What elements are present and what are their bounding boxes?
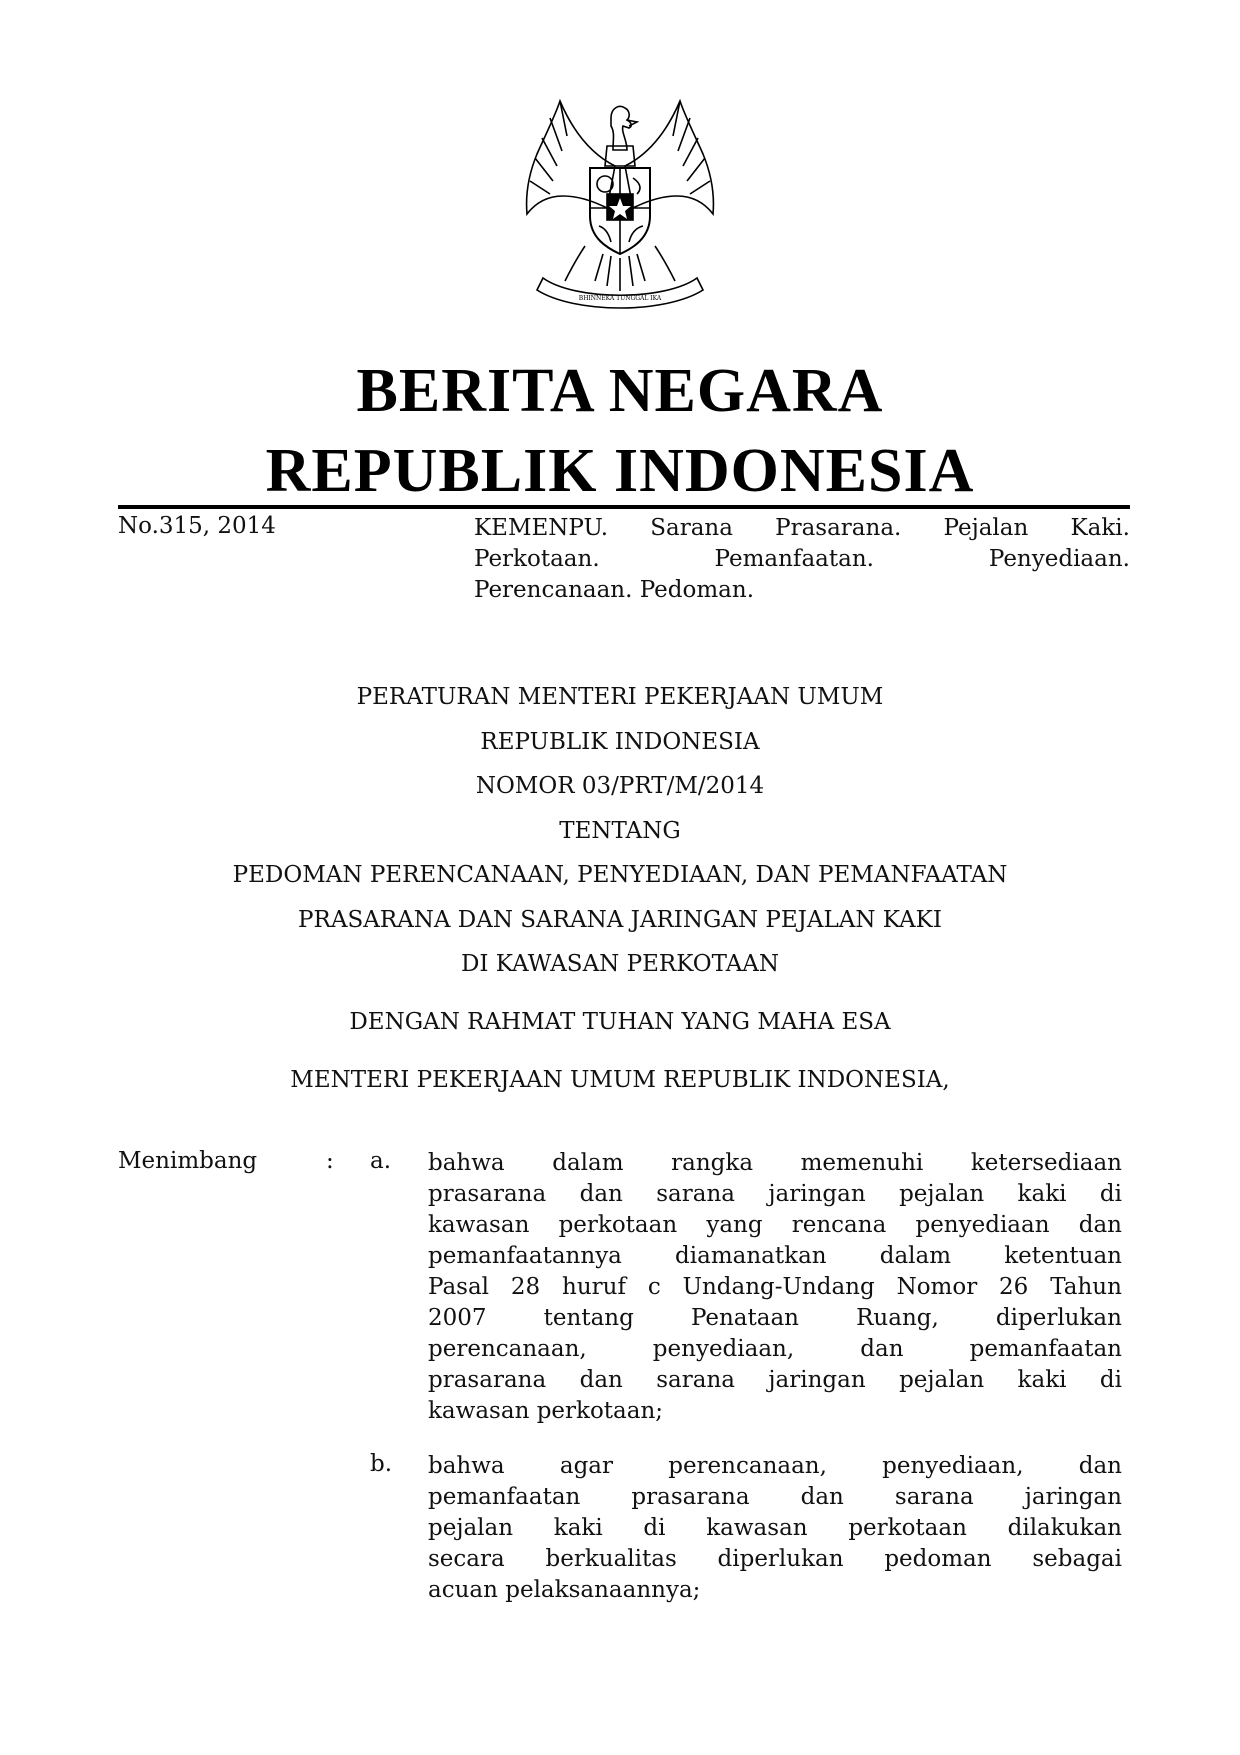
gazette-number: No.315, 2014 <box>118 513 276 539</box>
word: yang <box>706 1212 763 1238</box>
word: ketentuan <box>1004 1243 1122 1269</box>
text-line <box>474 575 1130 606</box>
considering-colon: : <box>326 1148 334 1174</box>
word: perkotaan <box>558 1212 678 1238</box>
word: sarana <box>656 1367 735 1393</box>
word: di <box>1099 1181 1122 1207</box>
word: penyediaan, <box>652 1336 795 1362</box>
svg-text:BHINNEKA TUNGGAL IKA: BHINNEKA TUNGGAL IKA <box>578 295 662 302</box>
word: agar <box>559 1453 614 1479</box>
word: Perkotaan. <box>474 546 600 572</box>
word: diperlukan <box>717 1546 844 1572</box>
considering-item-letter: a. <box>370 1148 392 1174</box>
text-line <box>428 1396 1122 1427</box>
word: Penataan <box>690 1305 799 1331</box>
word: bahwa <box>428 1453 505 1479</box>
word: penyediaan <box>915 1212 1050 1238</box>
word: kawasan <box>428 1212 530 1238</box>
text-line <box>428 1148 1122 1179</box>
title-underline <box>118 505 1130 509</box>
word: Tahun <box>1050 1274 1122 1300</box>
preamble-blessing: DENGAN RAHMAT TUHAN YANG MAHA ESA <box>349 1009 891 1035</box>
word: Ruang, <box>856 1305 939 1331</box>
regulation-subject-line: PRASARANA DAN SARANA JARINGAN PEJALAN KAKI <box>298 907 942 933</box>
text-line <box>474 513 1130 544</box>
word: 26 <box>999 1274 1029 1300</box>
word: bahwa <box>428 1150 505 1176</box>
word: diamanatkan <box>675 1243 827 1269</box>
word: jaringan <box>768 1181 866 1207</box>
garuda-pancasila-emblem-icon <box>515 96 725 311</box>
word: di <box>643 1515 666 1541</box>
text-line <box>428 1482 1122 1513</box>
word: dilakukan <box>1007 1515 1122 1541</box>
regulation-subject-line: DI KAWASAN PERKOTAAN <box>460 951 780 977</box>
considering-item-letter: b. <box>370 1451 393 1477</box>
word: pejalan <box>899 1181 985 1207</box>
word: Perencanaan. Pedoman. <box>474 577 755 603</box>
word: pemanfaatan <box>969 1336 1122 1362</box>
word: prasarana <box>428 1367 547 1393</box>
text-line <box>428 1210 1122 1241</box>
text-line <box>474 544 1130 575</box>
word: Pejalan <box>943 515 1029 541</box>
text-line <box>428 1365 1122 1396</box>
word: dan <box>1078 1212 1122 1238</box>
word: perencanaan, <box>668 1453 827 1479</box>
document-title-line2: REPUBLIK INDONESIA <box>265 437 975 505</box>
regulation-number: NOMOR 03/PRT/M/2014 <box>475 773 765 799</box>
text-line <box>428 1179 1122 1210</box>
word: rencana <box>791 1212 887 1238</box>
word: sarana <box>656 1181 735 1207</box>
word: pemanfaatan <box>428 1484 581 1510</box>
word: jaringan <box>768 1367 866 1393</box>
word: prasarana <box>631 1484 750 1510</box>
considering-label: Menimbang <box>118 1148 258 1174</box>
word: Kaki. <box>1070 515 1130 541</box>
text-line <box>428 1544 1122 1575</box>
text-line <box>428 1334 1122 1365</box>
issuing-authority: MENTERI PEKERJAAN UMUM REPUBLIK INDONESIA, <box>290 1067 950 1093</box>
word: diperlukan <box>995 1305 1122 1331</box>
word: sarana <box>894 1484 974 1510</box>
word: kaki <box>1017 1367 1067 1393</box>
text-line <box>428 1303 1122 1334</box>
word: pedoman <box>884 1546 992 1572</box>
text-line <box>428 1575 1122 1606</box>
word: rangka <box>671 1150 754 1176</box>
word: KEMENPU. <box>474 515 609 541</box>
word: memenuhi <box>800 1150 924 1176</box>
document-title-line1: BERITA NEGARA <box>356 357 884 425</box>
word: 2007 <box>428 1305 487 1331</box>
regulation-title-line: REPUBLIK INDONESIA <box>480 729 760 755</box>
word: dan <box>579 1367 623 1393</box>
word: berkualitas <box>545 1546 677 1572</box>
regulation-subject-line: PEDOMAN PERENCANAAN, PENYEDIAAN, DAN PEMANFAATAN <box>232 862 1008 888</box>
word: 28 <box>510 1274 541 1300</box>
word: dalam <box>879 1243 952 1269</box>
text-line <box>428 1513 1122 1544</box>
word: prasarana <box>428 1181 547 1207</box>
word: Sarana <box>650 515 733 541</box>
word: Pasal <box>428 1274 490 1300</box>
regulation-about: TENTANG <box>559 818 681 844</box>
word: Undang-Undang <box>682 1274 875 1300</box>
gazette-keywords <box>474 513 1130 606</box>
word: kaki <box>553 1515 603 1541</box>
word: tentang <box>543 1305 634 1331</box>
word: perencanaan, <box>428 1336 587 1362</box>
word: jaringan <box>1024 1484 1122 1510</box>
word: kawasan perkotaan; <box>428 1398 664 1424</box>
word: sebagai <box>1032 1546 1122 1572</box>
word: dan <box>579 1181 623 1207</box>
word: Prasarana. <box>775 515 902 541</box>
word: Penyediaan. <box>988 546 1130 572</box>
word: Pemanfaatan. <box>714 546 874 572</box>
word: penyediaan, <box>882 1453 1024 1479</box>
word: dan <box>1078 1453 1122 1479</box>
considering-item-text <box>428 1451 1122 1606</box>
word: secara <box>428 1546 505 1572</box>
word: dan <box>800 1484 844 1510</box>
word: huruf <box>562 1274 626 1300</box>
word: dalam <box>552 1150 624 1176</box>
word: acuan pelaksanaannya; <box>428 1577 701 1603</box>
regulation-title-line: PERATURAN MENTERI PEKERJAAN UMUM <box>356 684 884 710</box>
word: pemanfaatannya <box>428 1243 622 1269</box>
text-line <box>428 1272 1122 1303</box>
word: pejalan <box>899 1367 985 1393</box>
text-line <box>428 1451 1122 1482</box>
word: di <box>1099 1367 1122 1393</box>
word: c <box>647 1274 661 1300</box>
word: dan <box>860 1336 904 1362</box>
considering-item-text <box>428 1148 1122 1427</box>
word: kawasan <box>706 1515 808 1541</box>
text-line <box>428 1241 1122 1272</box>
word: Nomor <box>896 1274 978 1300</box>
word: kaki <box>1017 1181 1067 1207</box>
word: pejalan <box>428 1515 514 1541</box>
word: ketersediaan <box>970 1150 1122 1176</box>
word: perkotaan <box>848 1515 967 1541</box>
